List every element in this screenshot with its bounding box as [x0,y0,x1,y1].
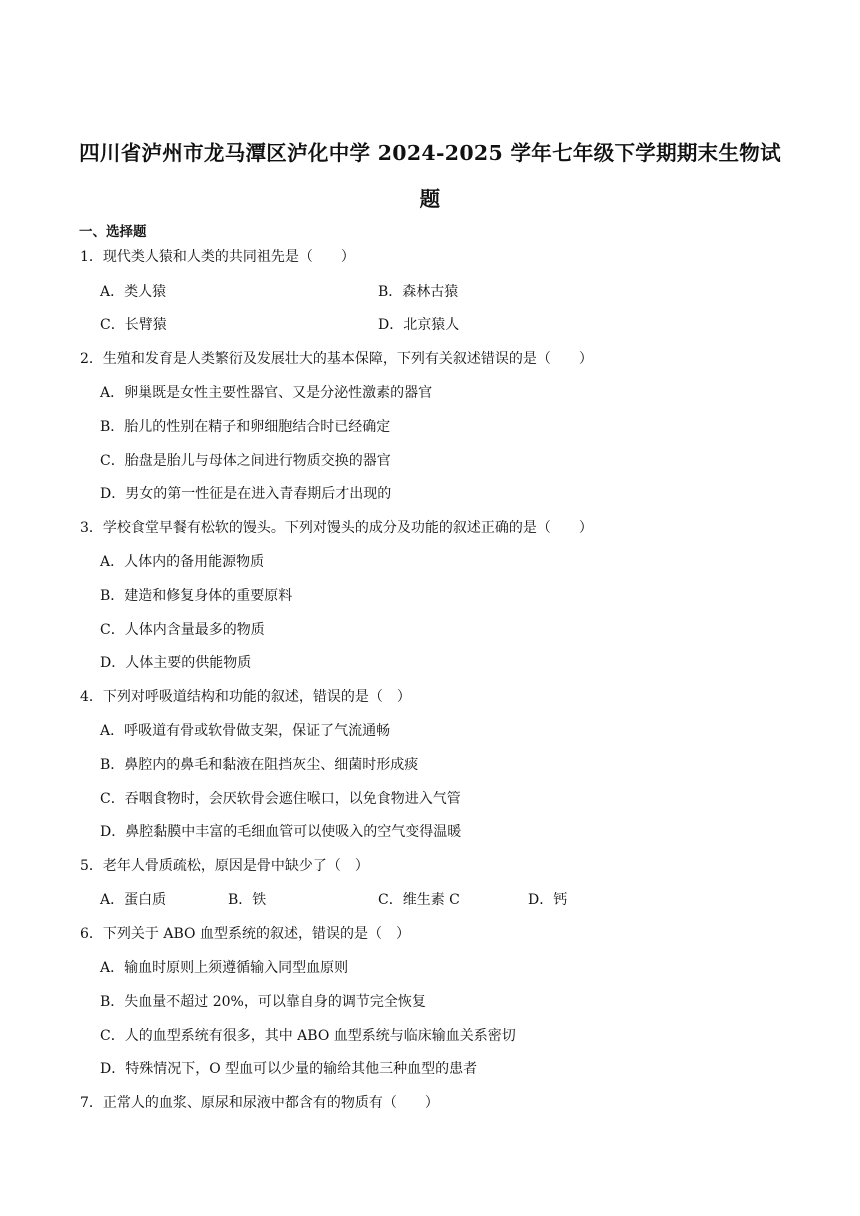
question-5-option-c: C．维生素 C [378,892,460,908]
question-5-option-a: A．蛋白质 [100,892,167,908]
question-1-option-a: A．类人猿 [100,284,167,300]
question-2-option-a: A．卵巢既是女性主要性器官、又是分泌性激素的器官 [100,385,433,401]
question-4-option-d: D．鼻腔黏膜中丰富的毛细血管可以使吸入的空气变得温暖 [100,824,462,840]
question-3-option-c: C．人体内含量最多的物质 [100,622,265,638]
question-1-stem: 1．现代类人猿和人类的共同祖先是（ ） [80,249,355,265]
question-3-option-a: A．人体内的备用能源物质 [100,554,265,570]
question-6-option-c: C．人的血型系统有很多，其中 ABO 血型系统与临床输血关系密切 [100,1028,516,1044]
question-2-option-c: C．胎盘是胎儿与母体之间进行物质交换的器官 [100,453,391,469]
question-3-option-d: D．人体主要的供能物质 [100,655,252,671]
question-5-option-d: D．钙 [528,892,568,908]
question-1-option-d: D．北京猿人 [378,317,460,333]
exam-title-line-1: 四川省泸州市龙马潭区泸化中学 2024-2025 学年七年级下学期期末生物试 [79,141,781,165]
question-2-option-b: B．胎儿的性别在精子和卵细胞结合时已经确定 [100,419,391,435]
question-7-stem: 7．正常人的血浆、原尿和尿液中都含有的物质有（ ） [80,1095,439,1111]
question-2-option-d: D．男女的第一性征是在进入青春期后才出现的 [100,486,392,502]
question-6-option-d: D．特殊情况下，O 型血可以少量的输给其他三种血型的患者 [100,1061,478,1077]
exam-title-line-2: 题 [419,187,441,211]
question-6-option-b: B．失血量不超过 20%，可以靠自身的调节完全恢复 [100,994,426,1010]
section-heading: 一、选择题 [79,224,147,240]
question-4-option-c: C．吞咽食物时，会厌软骨会遮住喉口，以免食物进入气管 [100,791,461,807]
question-6-stem: 6．下列关于 ABO 血型系统的叙述，错误的是（ ） [80,926,410,942]
question-5-stem: 5．老年人骨质疏松，原因是骨中缺少了（ ） [80,858,369,874]
question-2-stem: 2．生殖和发育是人类繁衍及发展壮大的基本保障，下列有关叙述错误的是（ ） [80,351,593,367]
question-1-option-b: B．森林古猿 [378,284,459,300]
question-3-option-b: B．建造和修复身体的重要原料 [100,588,293,604]
question-4-option-a: A．呼吸道有骨或软骨做支架，保证了气流通畅 [100,723,391,739]
question-3-stem: 3．学校食堂早餐有松软的馒头。下列对馒头的成分及功能的叙述正确的是（ ） [80,520,593,536]
question-4-stem: 4．下列对呼吸道结构和功能的叙述，错误的是（ ） [80,689,411,705]
question-4-option-b: B．鼻腔内的鼻毛和黏液在阻挡灰尘、细菌时形成痰 [100,757,419,773]
question-1-option-c: C．长臂猿 [100,317,167,333]
question-6-option-a: A．输血时原则上须遵循输入同型血原则 [100,960,349,976]
question-5-option-b: B．铁 [228,892,267,908]
